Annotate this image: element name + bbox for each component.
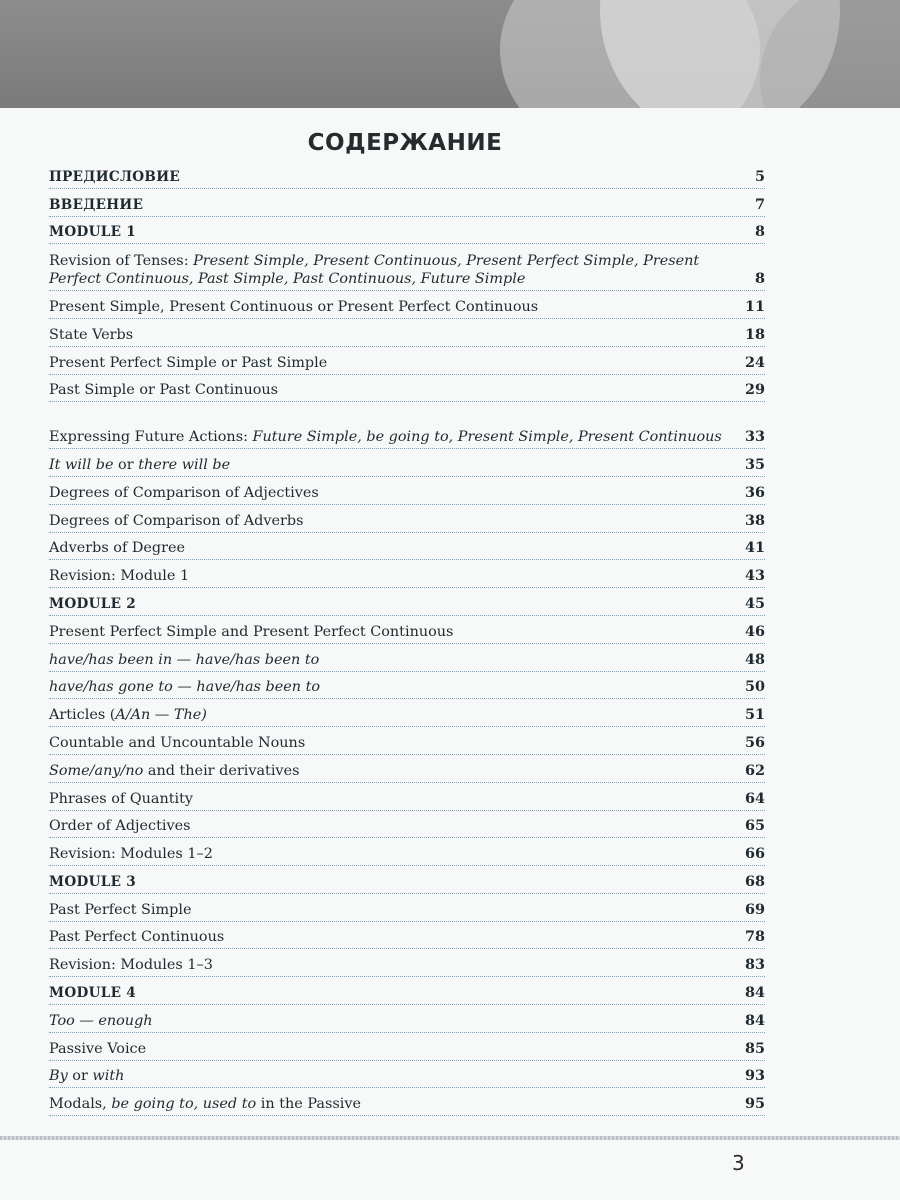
toc-entry-text: Future Simple, be going to, Present Simple, Present Continuous <box>252 429 722 446</box>
toc-entry-text: A/An — The) <box>115 707 207 724</box>
toc-entry-text: ПРЕДИСЛОВИЕ <box>49 168 181 185</box>
toc-entry-text: ВВЕДЕНИЕ <box>49 196 144 213</box>
toc-row[interactable] <box>49 923 765 950</box>
toc-entry-text: Revision: Modules 1–2 <box>49 846 213 863</box>
toc-entry-page: 11 <box>744 298 765 316</box>
toc-entry-text: Some/any/no <box>49 762 144 779</box>
toc-entry-title <box>49 1095 741 1113</box>
toc-entry-text: and their derivatives <box>143 762 300 779</box>
toc-entry-page: 56 <box>744 733 765 751</box>
toc-entry-page: 18 <box>744 325 765 343</box>
toc-entry-page: 84 <box>744 1011 765 1029</box>
toc-row[interactable] <box>49 645 765 672</box>
toc-entry-title <box>49 790 741 808</box>
toc-entry-title <box>49 901 741 919</box>
toc-row[interactable] <box>49 561 765 588</box>
toc-entry-title <box>49 734 741 752</box>
toc-entry-title <box>49 196 741 214</box>
toc-entry-title <box>49 223 741 241</box>
toc-row[interactable] <box>49 1034 765 1061</box>
toc-row[interactable] <box>49 534 765 561</box>
toc-entry-page: 7 <box>754 195 765 213</box>
toc-entry-title <box>49 706 741 724</box>
toc-row[interactable] <box>49 728 765 755</box>
toc-entry-page: 45 <box>744 595 765 613</box>
toc-entry-title <box>49 168 741 186</box>
toc-entry-text: Present Perfect Simple or Past Simple <box>49 354 328 371</box>
toc-entry-page: 65 <box>744 817 765 835</box>
toc-entry-text: with <box>92 1068 125 1085</box>
toc-entry-title <box>49 512 741 530</box>
toc-entry-page: 69 <box>744 900 765 918</box>
toc-heading-row[interactable] <box>49 190 765 217</box>
toc-entry-title <box>49 1067 741 1085</box>
toc-entry-title <box>49 539 741 557</box>
toc-entry-page: 95 <box>744 1095 765 1113</box>
toc-entry-text: in the Passive <box>256 1096 361 1113</box>
toc-entry-title <box>49 623 741 641</box>
toc-entry-title <box>49 928 741 946</box>
toc-entry-text: or <box>113 457 139 474</box>
toc-entry-text: or <box>67 1068 93 1085</box>
toc-entry-page: 46 <box>744 622 765 640</box>
toc-row[interactable] <box>49 1006 765 1033</box>
table-of-contents <box>49 162 765 1117</box>
toc-row[interactable] <box>49 1089 765 1116</box>
toc-entry-text: Revision of Tenses: <box>49 253 194 270</box>
toc-row[interactable] <box>49 756 765 783</box>
toc-entry-text: Order of Adjectives <box>49 818 191 835</box>
toc-entry-text: Present Perfect Simple and Present Perfect Continuous <box>49 623 454 640</box>
toc-entry-page: 36 <box>744 483 765 501</box>
toc-entry-text: By <box>49 1068 68 1085</box>
toc-entry-page: 35 <box>744 456 765 474</box>
toc-row[interactable] <box>49 673 765 700</box>
toc-entry-title <box>49 252 741 288</box>
toc-row[interactable] <box>49 839 765 866</box>
toc-heading-row[interactable] <box>49 978 765 1005</box>
toc-entry-page: 24 <box>744 353 765 371</box>
toc-row[interactable] <box>49 784 765 811</box>
toc-entry-page: 84 <box>744 983 765 1001</box>
toc-row[interactable] <box>49 292 765 319</box>
toc-heading-row[interactable] <box>49 162 765 189</box>
toc-row[interactable] <box>49 617 765 644</box>
page-number: 3 <box>732 1151 745 1175</box>
toc-entry-title <box>49 456 741 474</box>
toc-entry-title <box>49 651 741 669</box>
toc-entry-title <box>49 326 741 344</box>
toc-entry-title <box>49 595 741 613</box>
toc-entry-text: MODULE 3 <box>49 873 137 890</box>
toc-entry-text: there will be <box>138 457 231 474</box>
toc-entry-text: Degrees of Comparison of Adverbs <box>49 512 304 529</box>
toc-entry-title <box>49 678 741 696</box>
toc-entry-text: Present Simple, Present Continuous, Present Perfect Simple, Present Perfect Continuous, Past Simple, Past Continuous, Future Simple <box>49 253 700 288</box>
toc-entry-title <box>49 1012 741 1030</box>
toc-entry-text: Revision: Module 1 <box>49 568 190 585</box>
toc-entry-text: Degrees of Comparison of Adjectives <box>49 484 319 501</box>
toc-entry-text: Passive Voice <box>49 1040 147 1057</box>
toc-entry-page: 5 <box>754 167 765 185</box>
toc-row[interactable] <box>49 700 765 727</box>
toc-entry-title <box>49 956 741 974</box>
toc-entry-text: Countable and Uncountable Nouns <box>49 734 306 751</box>
toc-entry-page: 64 <box>744 789 765 807</box>
toc-entry-page: 48 <box>744 650 765 668</box>
toc-entry-title <box>49 845 741 863</box>
toc-entry-page: 85 <box>744 1039 765 1057</box>
toc-entry-page: 66 <box>744 845 765 863</box>
toc-entry-text: Past Perfect Simple <box>49 901 192 918</box>
toc-entry-title <box>49 762 741 780</box>
toc-row[interactable] <box>49 403 765 449</box>
page-title: СОДЕРЖАНИЕ <box>307 130 503 156</box>
toc-entry-page: 41 <box>744 539 765 557</box>
toc-entry-text: State Verbs <box>49 326 134 343</box>
toc-entry-page: 83 <box>744 956 765 974</box>
toc-entry-text: MODULE 1 <box>49 224 137 241</box>
toc-row[interactable] <box>49 320 765 347</box>
toc-row[interactable] <box>49 811 765 838</box>
toc-entry-page: 33 <box>744 428 765 446</box>
header-decoration <box>0 0 900 108</box>
toc-entry-text: It will be <box>49 457 114 474</box>
toc-entry-page: 43 <box>744 567 765 585</box>
toc-entry-title <box>49 1040 741 1058</box>
toc-row[interactable] <box>49 450 765 477</box>
toc-entry-text: Present Simple, Present Continuous or Present Perfect Continuous <box>49 299 539 316</box>
toc-entry-text: Phrases of Quantity <box>49 790 194 807</box>
toc-entry-text: Articles ( <box>49 707 116 724</box>
toc-entry-title <box>49 354 741 372</box>
toc-entry-page: 78 <box>744 928 765 946</box>
toc-entry-text: Past Simple or Past Continuous <box>49 382 279 399</box>
toc-row[interactable] <box>49 478 765 505</box>
toc-entry-title <box>49 381 741 399</box>
toc-heading-row[interactable] <box>49 589 765 616</box>
toc-entry-page: 93 <box>744 1067 765 1085</box>
toc-entry-page: 29 <box>744 381 765 399</box>
toc-row[interactable] <box>49 1061 765 1088</box>
toc-row[interactable] <box>49 506 765 533</box>
toc-row[interactable] <box>49 895 765 922</box>
toc-entry-title <box>49 873 741 891</box>
toc-entry-title <box>49 817 741 835</box>
toc-entry-page: 62 <box>744 761 765 779</box>
toc-entry-text: Adverbs of Degree <box>49 540 186 557</box>
toc-entry-text: Revision: Modules 1–3 <box>49 957 213 974</box>
toc-row[interactable] <box>49 950 765 977</box>
toc-entry-text: Modals, <box>49 1096 112 1113</box>
toc-entry-title <box>49 567 741 585</box>
toc-entry-text: be going to, used to <box>111 1096 257 1113</box>
toc-row[interactable] <box>49 376 765 403</box>
toc-entry-page: 8 <box>754 223 765 241</box>
toc-entry-page: 8 <box>754 270 765 288</box>
toc-entry-text: have/has gone to — have/has been to <box>49 679 321 696</box>
toc-entry-page: 38 <box>744 511 765 529</box>
toc-entry-page: 51 <box>744 706 765 724</box>
toc-entry-text: MODULE 4 <box>49 984 137 1001</box>
toc-entry-text: Past Perfect Continuous <box>49 929 225 946</box>
toc-entry-text: MODULE 2 <box>49 596 137 613</box>
footer-rule <box>0 1136 900 1140</box>
toc-entry-text: Expressing Future Actions: <box>49 429 253 446</box>
toc-heading-row[interactable] <box>49 867 765 894</box>
toc-row[interactable] <box>49 245 765 291</box>
toc-entry-title <box>49 484 741 502</box>
toc-entry-page: 50 <box>744 678 765 696</box>
toc-entry-title <box>49 298 741 316</box>
toc-entry-text: have/has been in — have/has been to <box>49 651 320 668</box>
toc-entry-page: 68 <box>744 872 765 890</box>
toc-heading-row[interactable] <box>49 218 765 245</box>
toc-row[interactable] <box>49 348 765 375</box>
toc-entry-title <box>49 984 741 1002</box>
toc-entry-text: Too — enough <box>49 1012 153 1029</box>
toc-entry-title <box>49 428 741 446</box>
